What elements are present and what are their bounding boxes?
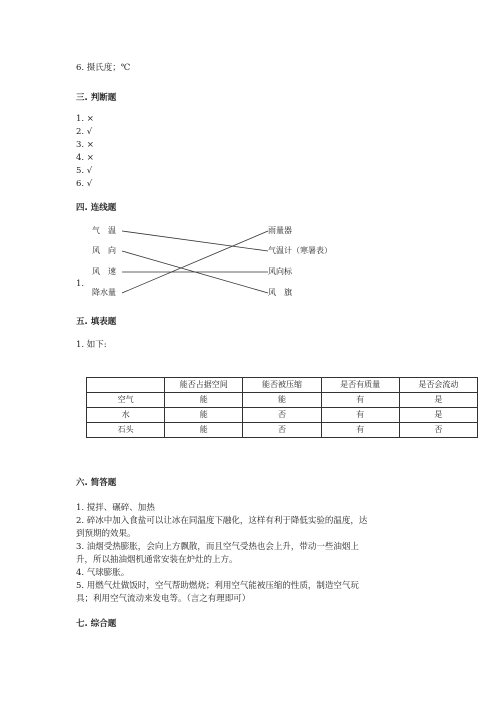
table-cell: 能 <box>165 408 243 423</box>
table-header-row <box>87 378 478 393</box>
answer-line: 4. 气球膨胀。 <box>76 568 130 578</box>
table-header-cell <box>87 378 165 393</box>
table-cell: 能 <box>165 393 243 408</box>
match-left-item: 风 向 <box>92 246 116 255</box>
judge-item: 3. × <box>76 140 94 150</box>
table-header-cell: 能否被压缩 <box>243 378 321 393</box>
judge-item: 4. × <box>76 153 94 163</box>
section-heading-short-answer: 六. 简答题 <box>76 478 117 488</box>
section-heading-table: 五. 填表题 <box>76 317 117 327</box>
answer-line: 具；利用空气流动来发电等。（言之有理即可） <box>76 594 251 604</box>
match-right-item: 风向标 <box>268 267 292 276</box>
matching-diagram <box>76 222 336 302</box>
table-cell: 否 <box>243 423 321 438</box>
answer-line: 2. 碎冰中加入食盐可以让冰在同温度下融化，这样有利于降低实验的温度，达 <box>76 516 368 526</box>
table-cell: 水 <box>87 408 165 423</box>
table-cell: 是 <box>399 408 477 423</box>
match-line <box>122 231 268 251</box>
table-cell: 有 <box>321 408 399 423</box>
table-cell: 有 <box>321 423 399 438</box>
judge-item: 1. × <box>76 114 94 124</box>
table-header-cell: 是否会流动 <box>399 378 477 393</box>
table-cell: 石头 <box>87 423 165 438</box>
answer-line: 6. 摄氏度；℃ <box>76 63 131 73</box>
match-right-item: 风 旗 <box>268 288 292 297</box>
match-right-item: 雨量器 <box>268 226 292 235</box>
judge-item: 2. √ <box>76 127 93 137</box>
section-heading-judge: 三. 判断题 <box>76 93 117 103</box>
judge-item: 6. √ <box>76 179 93 189</box>
table-header-cell: 能否占据空间 <box>165 378 243 393</box>
match-left-item: 气 温 <box>92 226 116 235</box>
table-cell: 否 <box>243 408 321 423</box>
match-left-item: 风 速 <box>92 267 116 276</box>
table-cell: 有 <box>321 393 399 408</box>
table-cell: 空气 <box>87 393 165 408</box>
table-cell: 否 <box>399 423 477 438</box>
answer-line: 升，所以抽油烟机通常安装在炉灶的上方。 <box>76 555 238 565</box>
section-heading-match: 四. 连线题 <box>76 203 117 213</box>
answer-line: 到预期的效果。 <box>76 529 136 539</box>
judge-item: 5. √ <box>76 166 93 176</box>
match-number: 1. <box>76 279 85 289</box>
table-row <box>87 393 478 408</box>
answer-line: 1. 搅拌、碾碎、加热 <box>76 503 155 513</box>
table-row <box>87 423 478 438</box>
table-header-cell: 是否有质量 <box>321 378 399 393</box>
table-cell: 是 <box>399 393 477 408</box>
table-cell: 能 <box>243 393 321 408</box>
match-line <box>122 231 268 293</box>
match-right-item: 气温计（寒暑表） <box>268 246 332 255</box>
match-lines <box>76 222 336 302</box>
table-intro: 1. 如下: <box>76 340 107 350</box>
properties-table <box>86 377 478 438</box>
table-row <box>87 408 478 423</box>
answer-line: 5. 用燃气灶做饭时，空气帮助燃烧；利用空气能被压缩的性质，制造空气玩 <box>76 581 359 591</box>
match-left-item: 降水量 <box>92 288 116 297</box>
answer-line: 3. 油烟受热膨胀，会向上方飘散，而且空气受热也会上升，带动一些油烟上 <box>76 542 359 552</box>
section-heading-comprehensive: 七. 综合题 <box>76 619 117 629</box>
table-cell: 能 <box>165 423 243 438</box>
